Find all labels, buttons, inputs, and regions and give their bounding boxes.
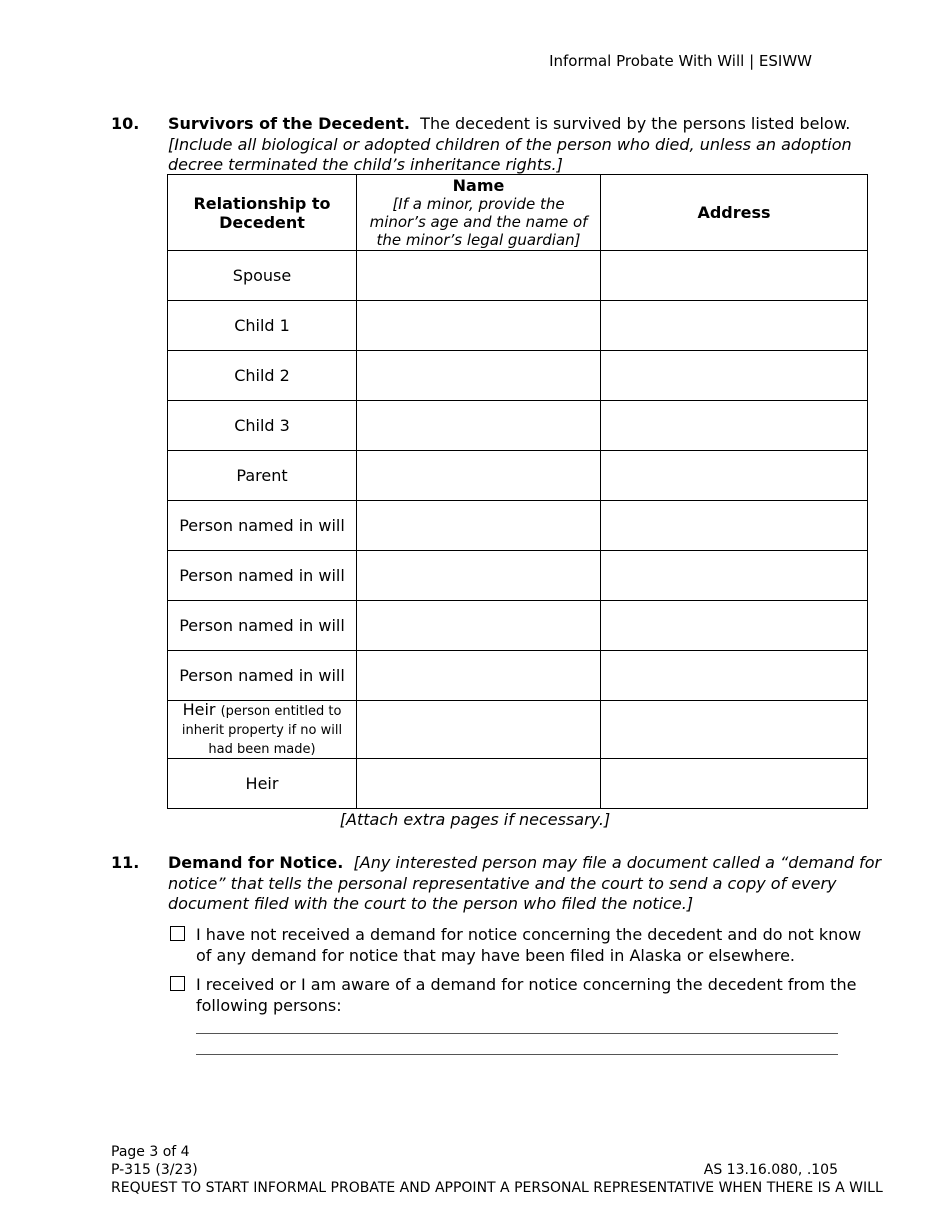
name-cell[interactable] <box>357 401 601 451</box>
section-11-number: 11. <box>111 853 140 872</box>
heir-label: Heir <box>182 700 216 719</box>
name-cell[interactable] <box>357 701 601 759</box>
table-row <box>168 301 868 351</box>
table-row <box>168 501 868 551</box>
relationship-cell: Person named in will <box>168 501 357 551</box>
table-row <box>168 351 868 401</box>
footer-statute: AS 13.16.080, .105 <box>703 1162 838 1178</box>
name-cell[interactable] <box>357 551 601 601</box>
no-demand-checkbox[interactable] <box>170 926 185 941</box>
table-row <box>168 401 868 451</box>
section-11-intro-line1: [Any interested person may file a document called a “demand for <box>353 853 882 872</box>
footer-form-title: REQUEST TO START INFORMAL PROBATE AND APPOINT A PERSONAL REPRESENTATIVE WHEN THERE IS A WILL <box>111 1180 883 1196</box>
name-cell[interactable] <box>357 759 601 809</box>
option2-line1: I received or I am aware of a demand for notice concerning the decedent from the <box>196 975 857 994</box>
address-cell[interactable] <box>601 251 868 301</box>
address-cell[interactable] <box>601 759 868 809</box>
section-10-instruction-line1: [Include all biological or adopted children of the person who died, unless an adoption <box>168 134 852 154</box>
table-row <box>168 451 868 501</box>
no-demand-option-text <box>196 924 862 966</box>
relationship-cell: Person named in will <box>168 601 357 651</box>
col-address-header: Address <box>601 175 868 251</box>
survivors-table <box>167 174 868 809</box>
section-10-heading: Survivors of the Decedent. <box>168 114 410 133</box>
table-row <box>168 651 868 701</box>
address-cell[interactable] <box>601 701 868 759</box>
section-10-instruction-line2: decree terminated the child’s inheritance rights.] <box>168 155 563 174</box>
demand-persons-line-2[interactable] <box>196 1054 838 1055</box>
col-relationship-header: Relationship to Decedent <box>168 175 357 251</box>
relationship-cell: Child 3 <box>168 401 357 451</box>
relationship-cell: Spouse <box>168 251 357 301</box>
name-cell[interactable] <box>357 251 601 301</box>
col-name-subheader: [If a minor, provide the minor’s age and the name of the minor’s legal guardian] <box>369 195 588 249</box>
section-11-intro-line2: notice” that tells the personal representative and the court to send a copy of every <box>168 873 837 893</box>
address-cell[interactable] <box>601 651 868 701</box>
name-cell[interactable] <box>357 651 601 701</box>
address-cell[interactable] <box>601 501 868 551</box>
demand-persons-line-1[interactable] <box>196 1033 838 1034</box>
option1-line1: I have not received a demand for notice concerning the decedent and do not know <box>196 925 862 944</box>
relationship-cell: Heir <box>168 759 357 809</box>
relationship-cell: Person named in will <box>168 551 357 601</box>
footer-page-number: Page 3 of 4 <box>111 1144 190 1160</box>
table-row <box>168 601 868 651</box>
relationship-cell: Person named in will <box>168 651 357 701</box>
footer-form-number: P-315 (3/23) <box>111 1162 198 1178</box>
demand-received-option-text <box>196 974 856 1016</box>
section-11-intro <box>168 853 882 915</box>
option1-line2: of any demand for notice that may have been filed in Alaska or elsewhere. <box>196 946 796 965</box>
demand-received-checkbox[interactable] <box>170 976 185 991</box>
section-11-heading: Demand for Notice. <box>168 853 344 872</box>
table-row <box>168 251 868 301</box>
name-cell[interactable] <box>357 501 601 551</box>
attach-extra-pages-note: [Attach extra pages if necessary.] <box>339 810 611 829</box>
page-header-title: Informal Probate With Will | ESIWW <box>549 52 812 70</box>
col-name-header: Name [If a minor, provide the minor’s age and the name of the minor’s legal guardian] <box>357 175 601 251</box>
section-10-intro <box>168 114 868 176</box>
name-cell[interactable] <box>357 601 601 651</box>
relationship-cell: Child 2 <box>168 351 357 401</box>
address-cell[interactable] <box>601 451 868 501</box>
address-cell[interactable] <box>601 351 868 401</box>
heir-note: (person entitled to inherit property if no will had been made) <box>181 704 343 757</box>
relationship-cell: Parent <box>168 451 357 501</box>
address-cell[interactable] <box>601 401 868 451</box>
address-cell[interactable] <box>601 551 868 601</box>
relationship-cell: Child 1 <box>168 301 357 351</box>
name-cell[interactable] <box>357 351 601 401</box>
name-cell[interactable] <box>357 301 601 351</box>
section-11-intro-line3: document filed with the court to the person who filed the notice.] <box>168 894 694 913</box>
address-cell[interactable] <box>601 301 868 351</box>
section-10-text: The decedent is survived by the persons listed below. <box>420 114 851 133</box>
table-row <box>168 759 868 809</box>
name-cell[interactable] <box>357 451 601 501</box>
option2-line2: following persons: <box>196 996 342 1015</box>
table-header-row <box>168 175 868 251</box>
table-row <box>168 551 868 601</box>
address-cell[interactable] <box>601 601 868 651</box>
table-row <box>168 701 868 759</box>
section-10-number: 10. <box>111 114 140 133</box>
relationship-cell <box>168 701 357 759</box>
